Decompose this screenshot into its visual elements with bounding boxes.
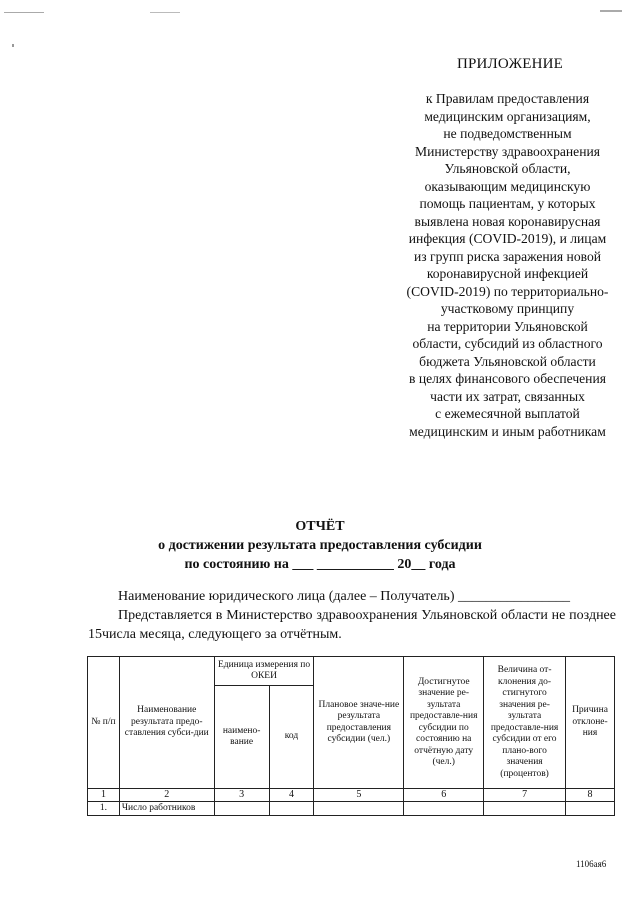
appendix-line: Министерству здравоохранения — [414, 143, 601, 159]
report-heading — [0, 517, 640, 574]
appendix-body — [380, 90, 635, 440]
row-planned — [314, 801, 404, 816]
column-number: 7 — [484, 789, 566, 802]
column-number: 2 — [119, 789, 214, 802]
appendix-line: выявлена новая коронавирусная — [414, 213, 601, 229]
row-reason — [565, 801, 614, 816]
row-okei-name — [214, 801, 269, 816]
appendix-line: области, субсидий из областного — [412, 336, 603, 351]
header-okei-name: наимено-вание — [214, 686, 269, 789]
appendix-line: не подведомственным — [443, 126, 572, 141]
footer-code: 1106ая6 — [576, 859, 607, 869]
appendix-line: на территории Ульяновской — [427, 318, 588, 334]
appendix-line: медицинским и иным работникам — [409, 423, 606, 439]
appendix-line: (COVID-2019) по территориально- — [406, 283, 609, 299]
report-date-line: по состоянию на ___ ___________ 20__ года — [184, 557, 456, 572]
header-reason: Причина отклоне-ния — [565, 657, 614, 789]
header-achieved: Достигнутое значение ре-зультата предоставле-ния субсидии по состоянию на отчётную дату (чел.) — [404, 657, 484, 789]
scan-artifact — [150, 12, 180, 13]
header-okei-code: код — [269, 686, 314, 789]
header-okei-group: Единица измерения по ОКЕИ — [214, 657, 314, 686]
report-table — [87, 656, 615, 816]
header-num: № п/п — [88, 657, 120, 789]
appendix-line: в целях финансового обеспечения — [409, 371, 606, 386]
appendix-line: части их затрат, связанных — [430, 388, 585, 404]
column-number: 6 — [404, 789, 484, 802]
appendix-line: оказывающим медицинскую — [424, 178, 591, 194]
appendix-line: с ежемесячной выплатой — [435, 406, 580, 421]
row-deviation — [484, 801, 566, 816]
appendix-line: медицинским организациям, — [424, 108, 591, 124]
column-number: 8 — [565, 789, 614, 802]
row-achieved — [404, 801, 484, 816]
scan-artifact — [600, 10, 622, 12]
instruction-text: Представляется в Министерство здравоохранения Ульяновской области не позднее 15числа месяца, следующего за отчётным. — [88, 608, 616, 642]
column-number: 1 — [88, 789, 120, 802]
report-subtitle: о достижении результата предоставления субсидии — [158, 538, 482, 553]
column-number: 3 — [214, 789, 269, 802]
scan-artifact — [12, 44, 14, 47]
appendix-line: участковому принципу — [440, 301, 575, 316]
row-num: 1. — [88, 801, 120, 816]
appendix-line: инфекция (COVID-2019), и лицам — [408, 231, 607, 246]
appendix-line: коронавирусной инфекцией — [426, 266, 589, 281]
column-number: 5 — [314, 789, 404, 802]
header-result-name: Наименование результата предо-ставления субси-дии — [119, 657, 214, 789]
row-name: Число работников — [119, 801, 214, 816]
appendix-line: помощь пациентам, у которых — [419, 196, 596, 211]
header-deviation: Величина от-клонения до-стигнутого значения ре-зультата предоставле-ния субсидии от его плано-вого значения (процентов) — [484, 657, 566, 789]
header-planned: Плановое значе-ние результата предоставления субсидии (чел.) — [314, 657, 404, 789]
table-row — [88, 801, 615, 816]
recipient-line: Наименование юридического лица (далее – Получатель) ________________ — [118, 589, 570, 604]
appendix-line: бюджета Ульяновской области — [419, 353, 596, 369]
appendix-line: Ульяновской области, — [444, 161, 571, 176]
report-title: ОТЧЁТ — [295, 519, 345, 534]
appendix-line: из групп риска заражения новой — [413, 248, 602, 264]
appendix-title: ПРИЛОЖЕНИЕ — [456, 56, 564, 72]
row-okei-code — [269, 801, 314, 816]
column-number: 4 — [269, 789, 314, 802]
appendix-line: к Правилам предоставления — [425, 91, 590, 106]
scan-artifact — [4, 12, 44, 13]
